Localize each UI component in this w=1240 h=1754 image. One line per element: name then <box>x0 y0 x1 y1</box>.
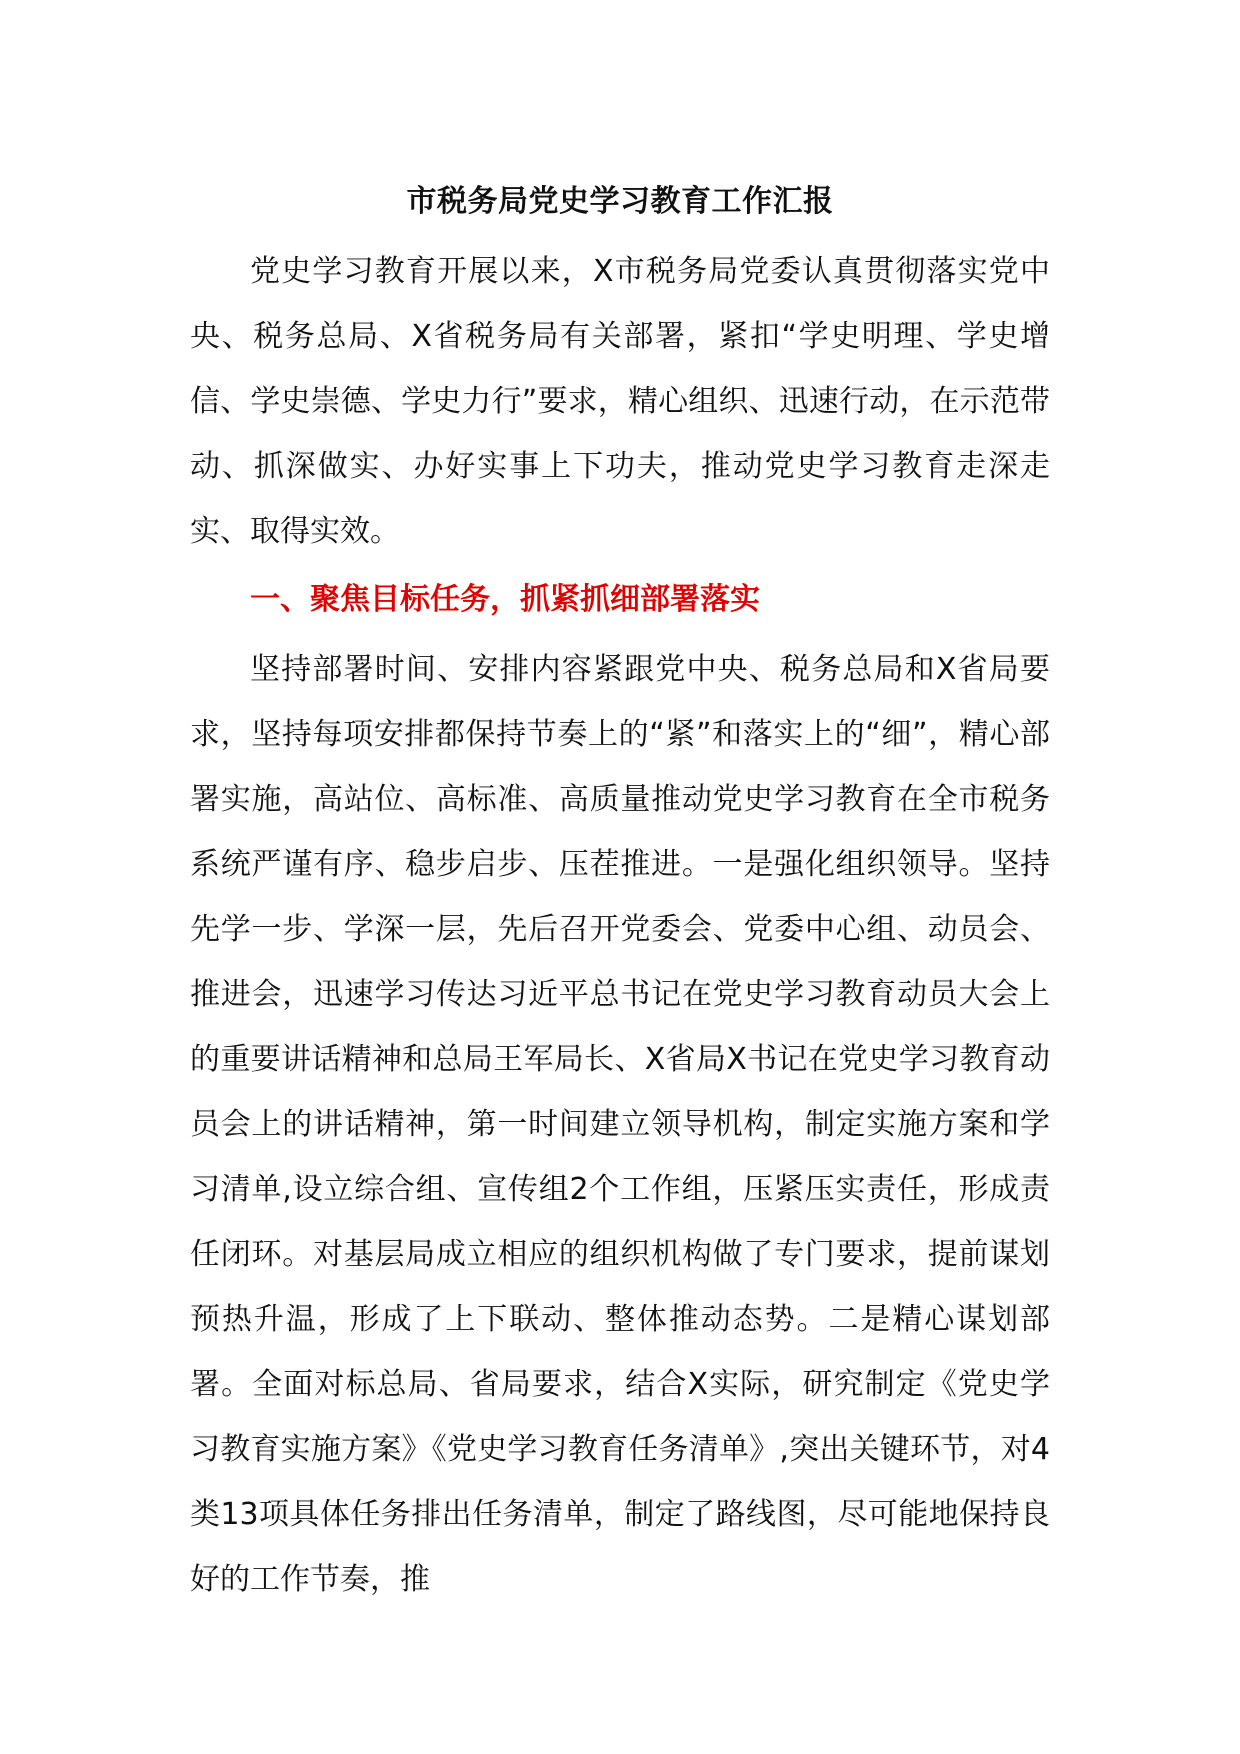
intro-paragraph: 党史学习教育开展以来，X市税务局党委认真贯彻落实党中央、税务总局、X省税务局有关部署，紧扣“学史明理、学史增信、学史崇德、学史力行”要求，精心组织、迅速行动，在示范带动、抓深做实、办好实事上下功夫，推动党史学习教育走深走实、取得实效。 <box>190 254 1050 549</box>
section-heading-1: 一、聚焦目标任务，抓紧抓细部署落实 <box>250 582 760 617</box>
document-title: 市税务局党史学习教育工作汇报 <box>406 184 834 219</box>
section-1-paragraph: 坚持部署时间、安排内容紧跟党中央、税务总局和X省局要求，坚持每项安排都保持节奏上的“紧”和落实上的“细”，精心部署实施，高站位、高标准、高质量推动党史学习教育在全市税务系统严谨有序、稳步启步、压茬推进。一是强化组织领导。坚持先学一步、学深一层，先后召开党委会、党委中心组、动员会、推进会，迅速学习传达习近平总书记在党史学习教育动员大会上的重要讲话精神和总局王军局长、X省局X书记在党史学习教育动员会上的讲话精神，第一时间建立领导机构，制定实施方案和学习清单,设立综合组、宣传组2个工作组，压紧压实责任，形成责任闭环。对基层局成立相应的组织机构做了专门要求，提前谋划预热升温，形成了上下联动、整体推动态势。二是精心谋划部署。全面对标总局、省局要求，结合X实际，研究制定《党史学习教育实施方案》《党史学习教育任务清单》,突出关键环节，对4类13项具体任务排出任务清单，制定了路线图，尽可能地保持良好的工作节奏，推 <box>190 652 1050 1597</box>
